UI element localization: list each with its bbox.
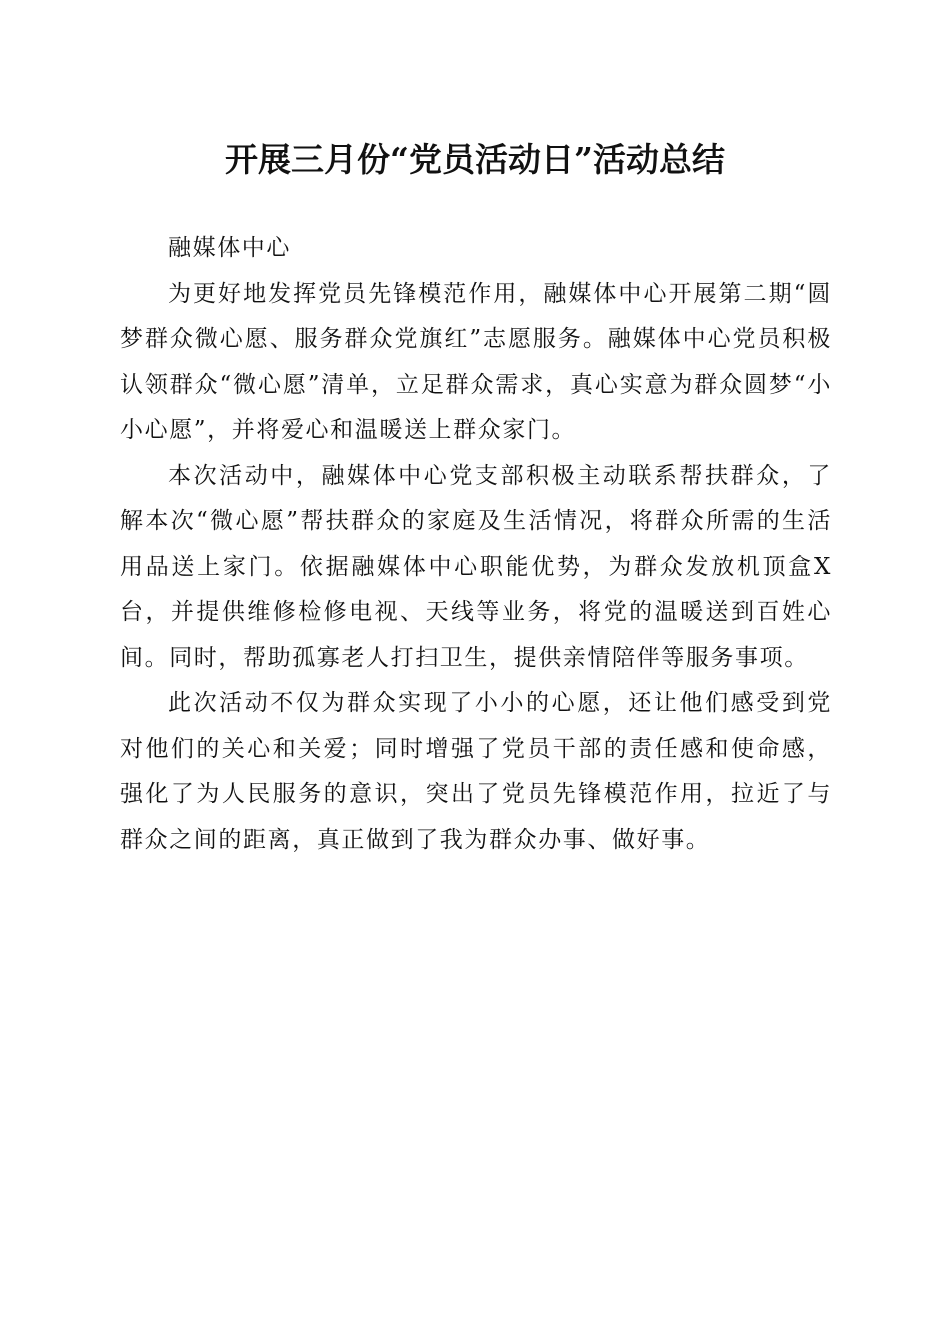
document-body <box>120 226 832 863</box>
paragraph-3: 此次活动不仅为群众实现了小小的心愿，还让他们感受到党对他们的关心和关爱；同时增强了党员干部的责任感和使命感，强化了为人民服务的意识，突出了党员先锋模范作用，拉近了与群众之间的距离，真正做到了我为群众办事、做好事。 <box>120 690 832 853</box>
author-line: 融媒体中心 <box>168 235 291 261</box>
paragraph-2: 本次活动中，融媒体中心党支部积极主动联系帮扶群众，了解本次“微心愿”帮扶群众的家庭及生活情况，将群众所需的生活用品送上家门。依据融媒体中心职能优势，为群众发放机顶盒X台，并提供维修检修电视、天线等业务，将党的温暖送到百姓心间。同时，帮助孤寡老人打扫卫生，提供亲情陪伴等服务事项。 <box>120 462 832 671</box>
document-title: 开展三月份“党员活动日”活动总结 <box>225 140 725 179</box>
paragraph-1: 为更好地发挥党员先锋模范作用，融媒体中心开展第二期“圆梦群众微心愿、服务群众党旗红”志愿服务。融媒体中心党员积极认领群众“微心愿”清单，立足群众需求，真心实意为群众圆梦“小小心愿”，并将爱心和温暖送上群众家门。 <box>120 280 832 443</box>
